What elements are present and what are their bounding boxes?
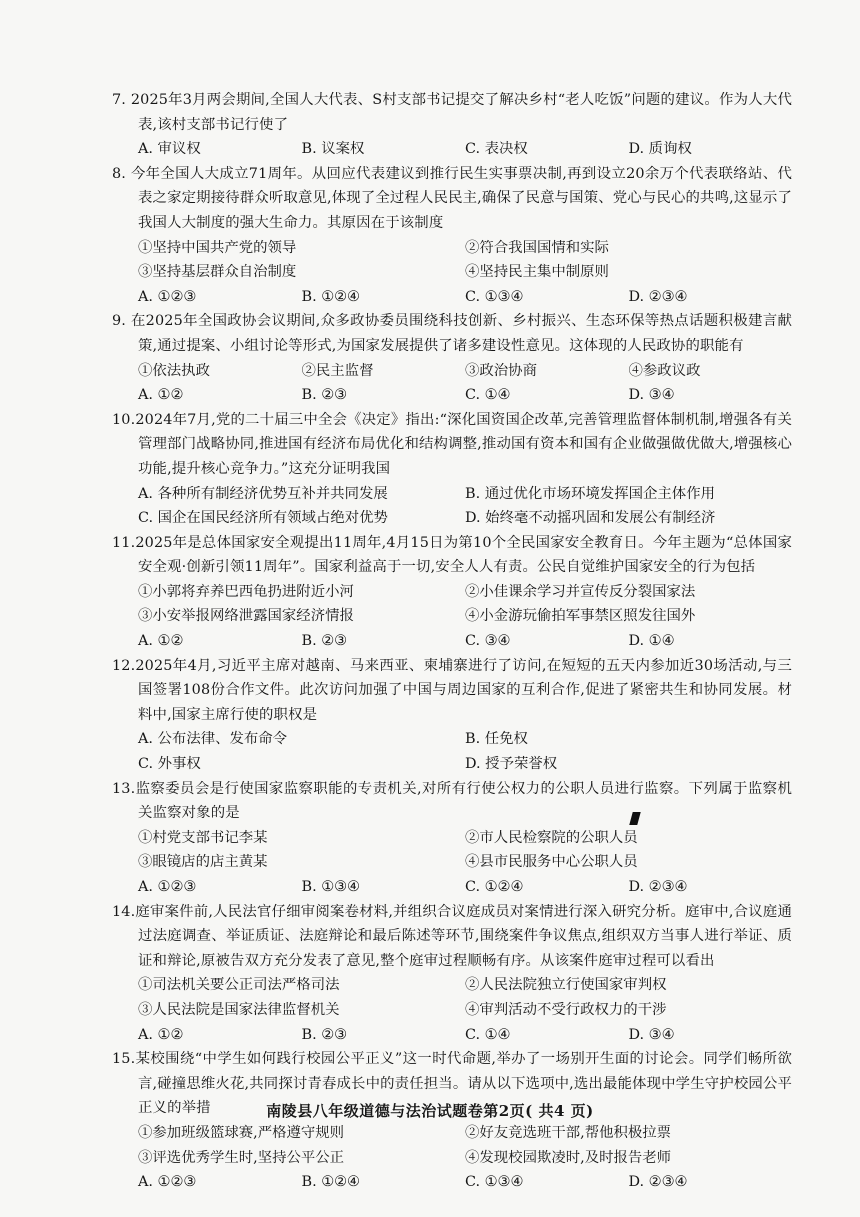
answer-option[interactable]: A. ①②③ [138,879,197,895]
answer-option-row [112,1170,792,1195]
statement: ③人民法院是国家法律监督机关 [138,1001,340,1018]
statement-row [112,1121,792,1146]
statement-row [112,604,792,629]
question-block [112,88,792,162]
statement: ①参加班级篮球赛,严格遵守规则 [138,1124,345,1141]
statement: ③政治协商 [465,362,537,379]
answer-option[interactable]: A. 审议权 [138,141,201,158]
answer-option-long[interactable]: B. 任免权 [465,731,528,748]
statement-row [112,359,792,384]
answer-option-long[interactable]: A. 各种所有制经济优势互补并共同发展 [138,485,388,502]
statement-row [112,826,792,851]
statement: ①司法机关要公正司法严格司法 [138,977,340,994]
statement: ③眼镜店的店主黄某 [138,854,268,871]
answer-option[interactable]: D. ①④ [628,633,675,650]
question-stem: 10.2024年7月,党的二十届三中全会《决定》指出:“深化国资国企改革,完善管理监督体制机制,增强各有关管理部门战略协同,推进国有经济布局优化和结构调整,推动国有资本和国有企业做强做优做大,增强核心功能,提升核心竞争力。”这充分证明我国 [112,411,792,477]
answer-option[interactable]: D. ②③④ [628,288,688,305]
statement: ④审判活动不受行政权力的干涉 [465,1001,667,1018]
answer-option-long[interactable]: C. 国企在国民经济所有领域占绝对优势 [138,510,388,527]
statement: ②好友竞选班干部,帮他积极拉票 [465,1124,672,1141]
question-stem: 15.某校围绕“中学生如何践行校园公平正义”这一时代命题,举办了一场别开生面的讨论会。同学们畅所欲言,碰撞思维火花,共同探讨青春成长中的责任担当。请从以下选项中,选出最能体现中学生守护校园公平正义的举措 [112,1051,792,1117]
answer-option[interactable]: A. ①②③ [138,288,197,305]
statement: ③小安举报网络泄露国家经济情报 [138,608,354,625]
answer-option[interactable]: B. ①②④ [301,288,360,305]
statement: ②人民法院独立行使国家审判权 [465,977,667,994]
answer-option[interactable]: B. ①③④ [301,879,360,895]
statement: ②小佳课余学习并宣传反分裂国家法 [465,583,696,600]
answer-option[interactable]: D. ②③④ [628,879,688,895]
statement: ④小金游玩偷拍军事禁区照发往国外 [465,608,696,625]
question-stem: 8. 今年全国人大成立71周年。从回应代表建议到推行民生实事票决制,再到设立20余万个代表联络站、代表之家定期接待群众听取意见,体现了全过程人民民主,确保了民意与国策、党心与民心的共鸣,这显示了我国人大制度的强大生命力。其原因在于该制度 [112,165,792,231]
statement: ②市人民检察院的公职人员 [465,829,638,846]
answer-option-row [112,285,792,310]
answer-option-row [112,629,792,654]
answer-option[interactable]: C. ①③④ [465,1174,524,1191]
answer-option-long-row [112,482,792,507]
answer-option[interactable]: B. ②③ [301,387,348,404]
question-list [112,88,792,1195]
answer-option[interactable]: B. ②③ [301,1026,348,1043]
statement: ④坚持民主集中制原则 [465,264,609,281]
question-stem: 9. 在2025年全国政协会议期间,众多政协委员围绕科技创新、乡村振兴、生态环保等热点话题积极建言献策,通过提案、小组讨论等形式,为国家发展提供了诸多建设性意见。这体现的人民政协的职能有 [112,313,792,354]
statement: ④参政议政 [628,362,701,379]
question-block [112,408,792,531]
answer-option-row [112,137,792,162]
statement: ②民主监督 [301,362,374,379]
statement-row [112,260,792,285]
answer-option-long-row [112,752,792,777]
answer-option[interactable]: D. ③④ [628,387,675,404]
question-block [112,162,792,310]
statement: ③坚持基层群众自治制度 [138,264,297,281]
statement-row [112,998,792,1023]
question-stem: 11.2025年是总体国家安全观提出11周年,4月15日为第10个全民国家安全教育日。今年主题为“总体国家安全观·创新引领11周年”。国家利益高于一切,安全人人有责。公民自觉维护国家安全的行为包括 [112,534,792,576]
answer-option[interactable]: A. ①② [138,633,184,650]
answer-option-long-row [112,506,792,531]
statement: ①小郭将弃养巴西龟扔进附近小河 [138,583,354,600]
question-stem: 13.监察委员会是行使国家监察职能的专责机关,对所有行使公权力的公职人员进行监察。下列属于监察机关监察对象的是 [112,780,792,822]
answer-option[interactable]: A. ①② [138,1026,184,1043]
answer-option[interactable]: C. ①④ [465,387,511,404]
answer-option[interactable]: B. ②③ [301,633,348,650]
question-block [112,309,792,407]
statement: ③评选优秀学生时,坚持公平公正 [138,1149,345,1166]
answer-option[interactable]: B. ①②④ [301,1174,360,1191]
statement: ④发现校园欺凌时,及时报告老师 [465,1149,672,1166]
statement: ①依法执政 [138,362,210,379]
question-block [112,900,792,1048]
answer-option-long[interactable]: A. 公布法律、发布命令 [138,731,288,748]
statement-row [112,1146,792,1171]
statement: ①坚持中国共产党的领导 [138,239,297,256]
question-block [112,531,792,654]
answer-option[interactable]: C. ①④ [465,1026,511,1043]
statement: ②符合我国国情和实际 [465,239,609,256]
answer-option[interactable]: C. 表决权 [465,141,528,158]
answer-option-row [112,875,792,900]
statement: ④县市民服务中心公职人员 [465,854,638,871]
answer-option-long[interactable]: D. 授予荣誉权 [465,756,558,773]
question-stem: 7. 2025年3月两会期间,全国人大代表、S村支部书记提交了解决乡村“老人吃饭”问题的建议。作为人大代表,该村支部书记行使了 [112,92,792,133]
answer-option-long-row [112,727,792,752]
answer-option-long[interactable]: D. 始终毫不动摇巩固和发展公有制经济 [465,510,716,527]
answer-option-long[interactable]: C. 外事权 [138,756,201,773]
answer-option[interactable]: D. ②③④ [628,1174,688,1191]
question-stem: 14.庭审案件前,人民法官仔细审阅案卷材料,并组织合议庭成员对案情进行深入研究分析。庭审中,合议庭通过法庭调查、举证质证、法庭辩论和最后陈述等环节,围绕案件争议焦点,组织双方当事人进行举证、质证和辩论,原被告双方充分发表了意见,整个庭审过程顺畅有序。从该案件庭审过程可以看出 [112,903,792,969]
question-block [112,654,792,777]
statement-row [112,850,792,875]
statement-row [112,236,792,261]
answer-option[interactable]: C. ①②④ [465,879,524,895]
answer-option-long[interactable]: B. 通过优化市场环境发挥国企主体作用 [465,485,715,502]
answer-option[interactable]: B. 议案权 [301,141,365,158]
statement-row [112,580,792,605]
answer-option-row [112,383,792,408]
page-footer: 南陵县八年级道德与法治试题卷第2页( 共4 页) [266,1102,594,1120]
answer-option-row [112,1023,792,1048]
question-stem: 12.2025年4月,习近平主席对越南、马来西亚、柬埔寨进行了访问,在短短的五天内参加近30场活动,与三国签署108份合作文件。此次访问加强了中国与周边国家的互利合作,促进了紧密共生和协同发展。材料中,国家主席行使的职权是 [112,657,792,723]
question-block [112,777,792,900]
answer-option[interactable]: D. ③④ [628,1026,675,1043]
answer-option[interactable]: D. 质询权 [628,141,692,158]
answer-option[interactable]: A. ①②③ [138,1174,197,1191]
statement-row [112,973,792,998]
answer-option[interactable]: A. ①② [138,387,184,404]
answer-option[interactable]: C. ③④ [465,633,511,650]
statement: ①村党支部书记李某 [138,829,268,846]
answer-option[interactable]: C. ①③④ [465,288,524,305]
